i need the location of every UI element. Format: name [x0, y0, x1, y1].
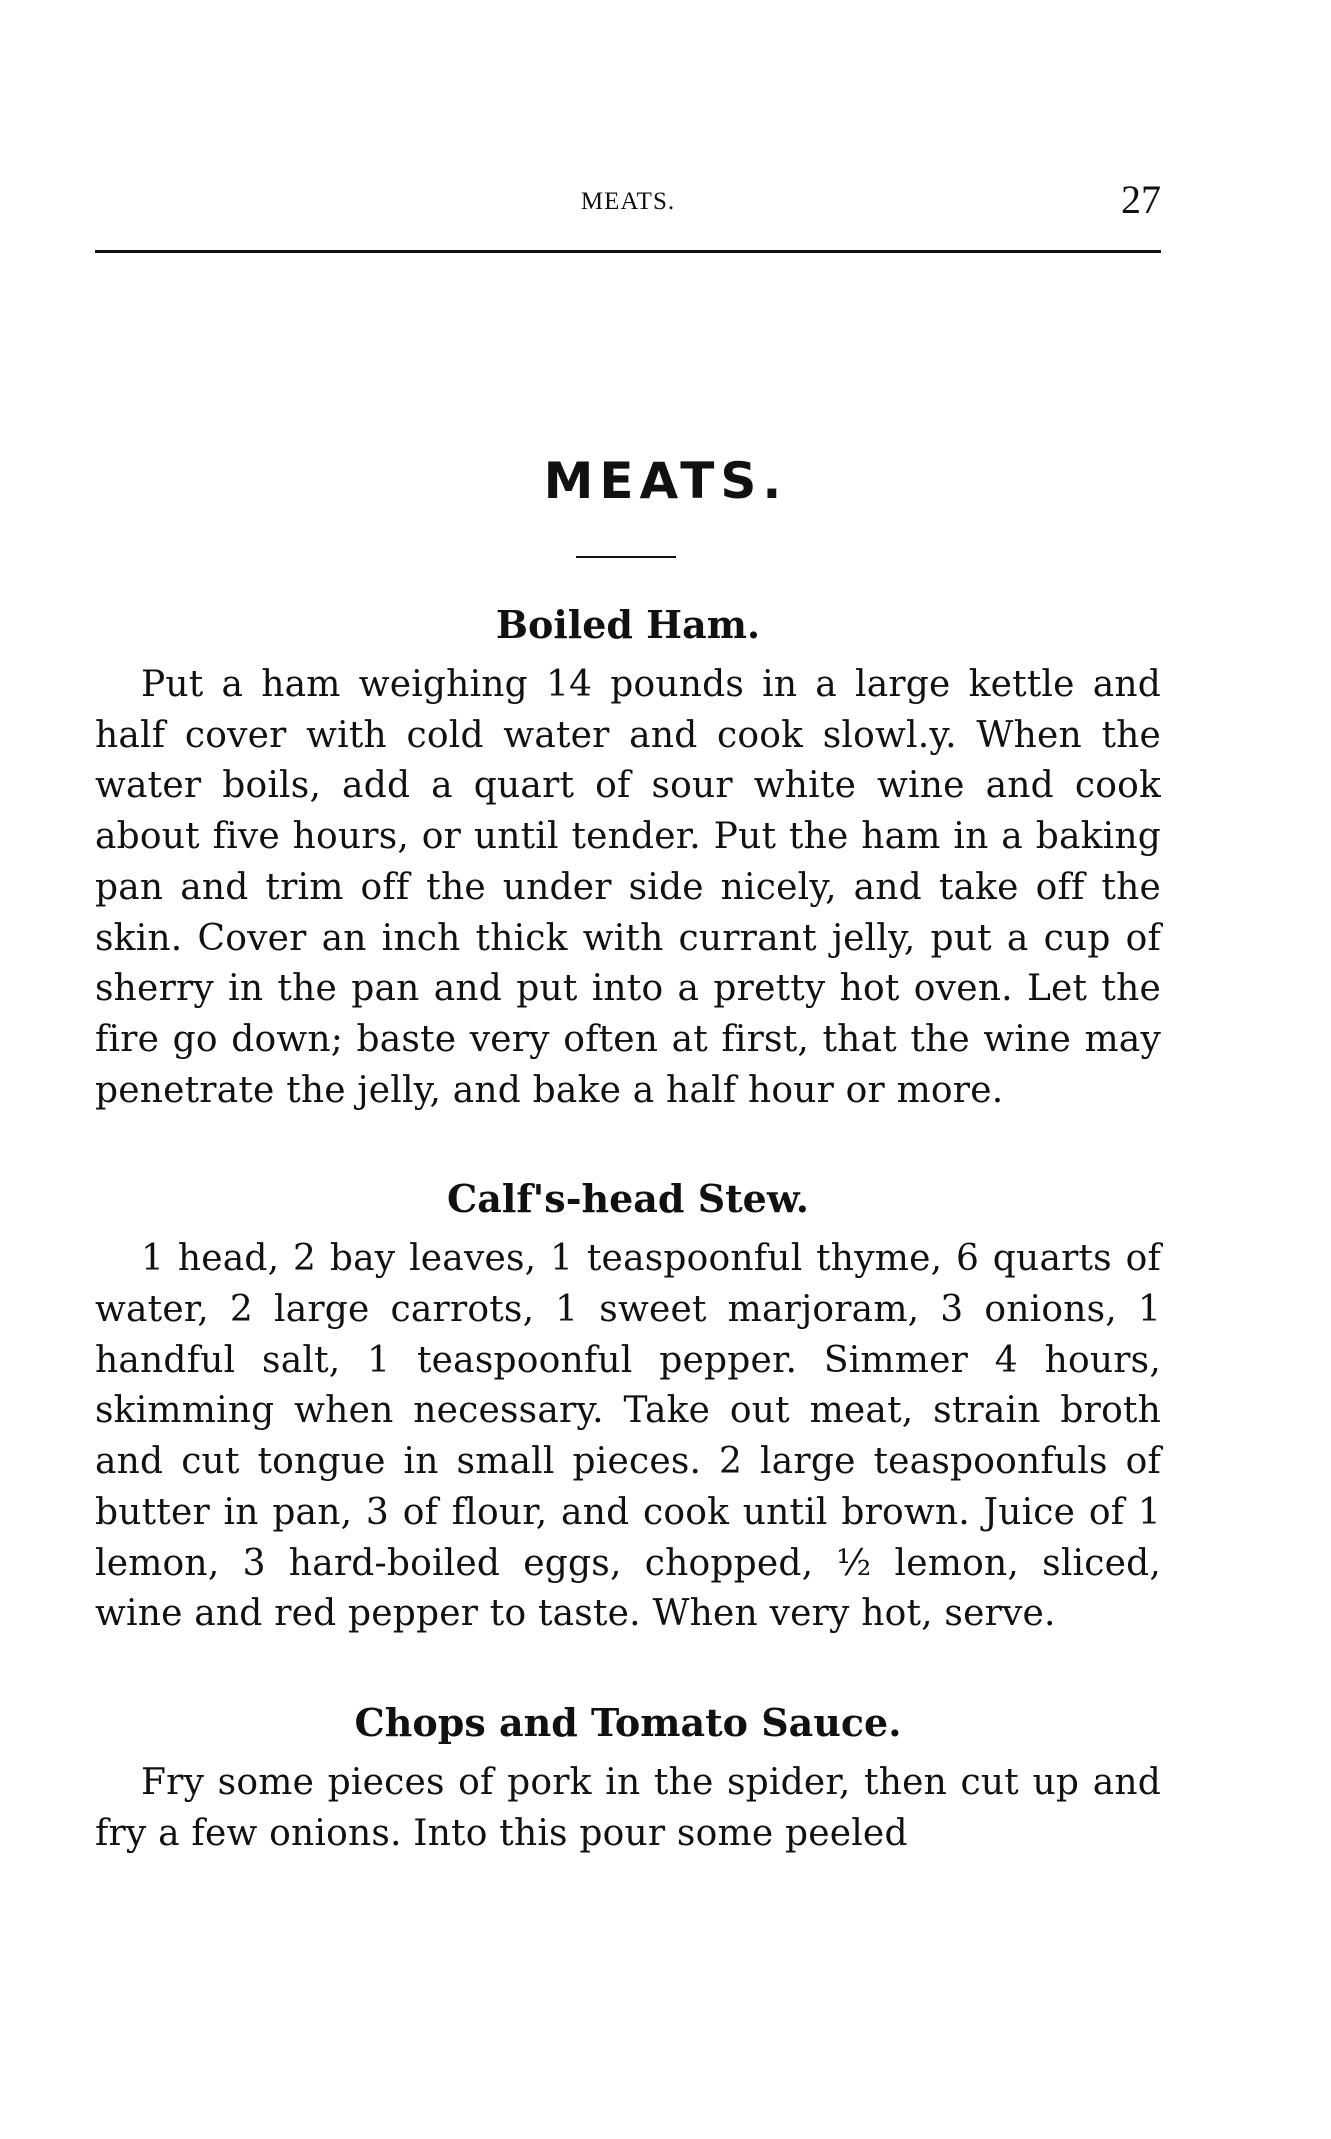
- recipe-title: Chops and Tomato Sauce.: [354, 1699, 902, 1745]
- recipe-title: Boiled Ham.: [495, 602, 761, 647]
- chapter-title: MEATS.: [543, 452, 788, 510]
- recipe-body: Fry some pieces of pork in the spider, then cut up and fry a few onions. Into this pour some peeled: [95, 1761, 1161, 1854]
- page-number: 27: [1121, 177, 1161, 222]
- recipe-calfs-head-stew: [95, 1174, 1161, 1640]
- header-rule: [95, 250, 1161, 253]
- running-head: [95, 176, 1161, 224]
- running-title: MEATS.: [580, 188, 676, 215]
- recipe-body: Put a ham weighing 14 pounds in a large kettle and half cover with cold water and cook slowl.y. When the water boils, add a quart of sour white wine and cook about five hours, or until tender. Put the ham in a baking pan and trim off the under side nicely, and take off the skin. Cover an inch thick with currant jelly, put a cup of sherry in the pan and put into a pretty hot oven. Let the fire go down; baste very often at first, that the wine may penetrate the jelly, and bake a half hour or more.: [95, 664, 1161, 1111]
- page-content: [95, 600, 1161, 1859]
- recipe-body: 1 head, 2 bay leaves, 1 teaspoonful thyme, 6 quarts of water, 2 large carrots, 1 sweet marjoram, 3 onions, 1 handful salt, 1 teaspoonful pepper. Simmer 4 hours, skimming when necessary. Take out meat, strain broth and cut tongue in small pieces. 2 large teaspoonfuls of butter in pan, 3 of flour, and cook until brown. Juice of 1 lemon, 3 hard-boiled eggs, chopped, ½ lemon, sliced, wine and red pepper to taste. When very hot, serve.: [95, 1238, 1161, 1635]
- recipe-title: Calf's-head Stew.: [447, 1176, 809, 1222]
- recipe-boiled-ham: [95, 600, 1161, 1116]
- chapter-title-rule: [576, 556, 676, 558]
- recipe-chops-and-tomato-sauce: [95, 1698, 1161, 1859]
